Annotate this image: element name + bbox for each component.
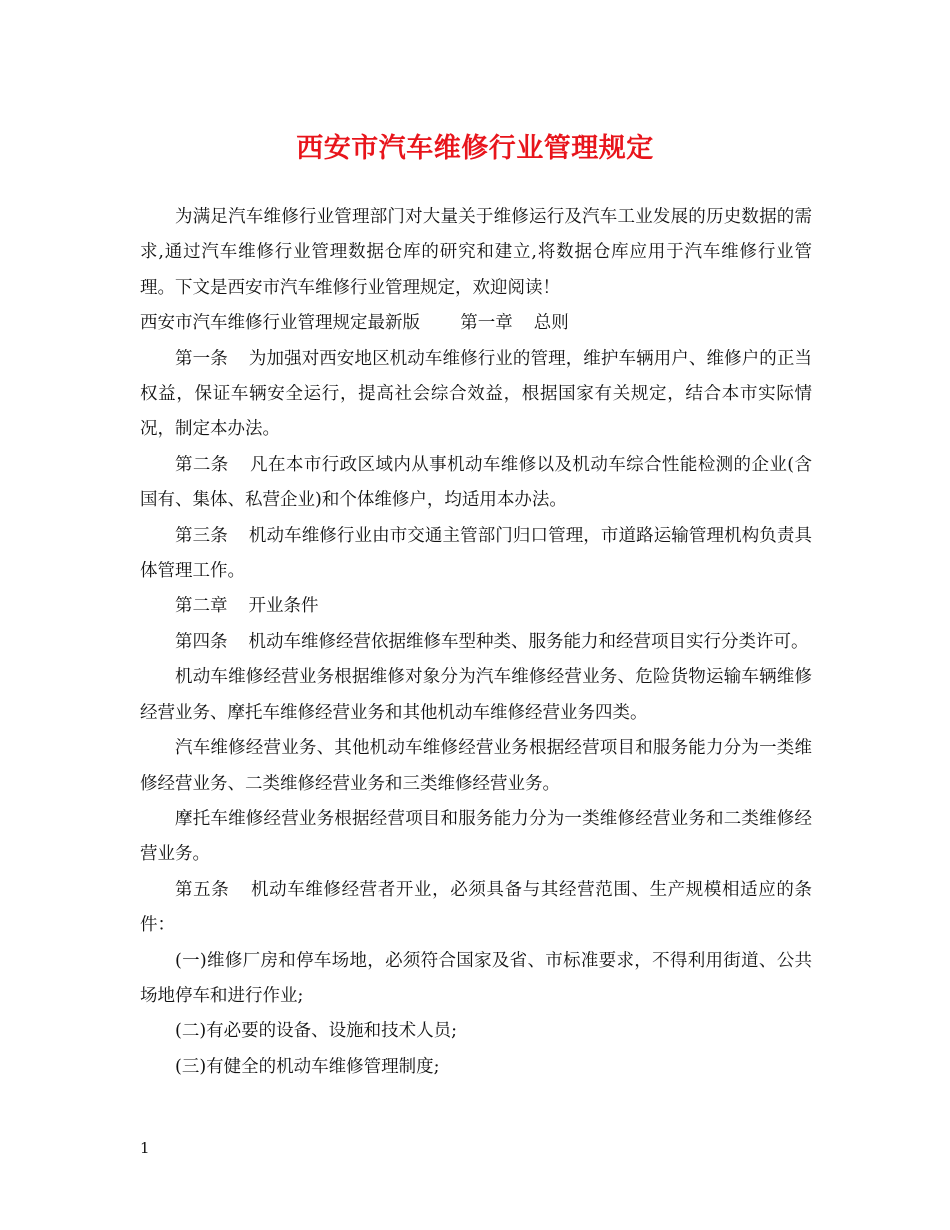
chapter-1-name: 总则: [533, 313, 569, 334]
article-2: [140, 448, 812, 519]
car-repair-categories-paragraph: 汽车维修经营业务、其他机动车维修经营业务根据经营项目和服务能力分为一类维修经营业务、二类维修经营业务和三类维修经营业务。: [140, 738, 812, 794]
article-1: [140, 342, 812, 448]
article-4: [140, 625, 812, 660]
doc-name-chapter-line: [140, 306, 812, 341]
article-label: 第四条: [175, 631, 228, 652]
article-text: 机动车维修行业由市交通主管部门归口管理，市道路运输管理机构负责具体管理工作。: [140, 525, 813, 582]
article-text: 机动车维修经营依据维修车型种类、服务能力和经营项目实行分类许可。: [248, 631, 809, 652]
business-classification-paragraph: 机动车维修经营业务根据维修对象分为汽车维修经营业务、危险货物运输车辆维修经营业务、摩托车维修经营业务和其他机动车维修经营业务四类。: [140, 667, 812, 723]
condition-item-1: (一)维修厂房和停车场地，必须符合国家及省、市标准要求，不得利用街道、公共场地停车和进行作业;: [140, 950, 812, 1006]
article-5: [140, 873, 812, 944]
page-number: 1: [140, 1139, 150, 1157]
document-body: [140, 200, 812, 1085]
article-label: 第一条: [175, 348, 228, 369]
article-label: 第二条: [175, 454, 229, 475]
article-text: 为加强对西安地区机动车维修行业的管理，维护车辆用户、维修户的正当权益，保证车辆安全运行，提高社会综合效益，根据国家有关规定，结合本市实际情况，制定本办法。: [140, 348, 813, 440]
motorcycle-repair-categories-paragraph: 摩托车维修经营业务根据经营项目和服务能力分为一类维修经营业务和二类维修经营业务。: [140, 808, 812, 865]
condition-item-2: (二)有必要的设备、设施和技术人员;: [175, 1021, 458, 1042]
article-text: 凡在本市行政区域内从事机动车维修以及机动车综合性能检测的企业(含国有、集体、私营企业)和个体维修户，均适用本办法。: [140, 454, 813, 511]
condition-item-3: (三)有健全的机动车维修管理制度;: [175, 1056, 440, 1077]
chapter-1-label: 第一章: [460, 313, 513, 334]
intro-paragraph: 为满足汽车维修行业管理部门对大量关于维修运行及汽车工业发展的历史数据的需求,通过汽车维修行业管理数据仓库的研究和建立,将数据仓库应用于汽车维修行业管理。下文是西安市汽车维修行业管理规定，欢迎阅读！: [140, 207, 812, 298]
document-title: 西安市汽车维修行业管理规定: [296, 133, 654, 164]
chapter-2-name: 开业条件: [248, 596, 319, 617]
chapter-2-heading: [140, 589, 812, 624]
chapter-2-label: 第二章: [175, 596, 228, 617]
article-3: [140, 519, 812, 590]
doc-version-name: 西安市汽车维修行业管理规定最新版: [140, 313, 420, 334]
article-label: 第五条: [175, 879, 230, 900]
article-text: 机动车维修经营者开业，必须具备与其经营范围、生产规模相适应的条件：: [140, 879, 813, 936]
article-label: 第三条: [175, 525, 228, 546]
